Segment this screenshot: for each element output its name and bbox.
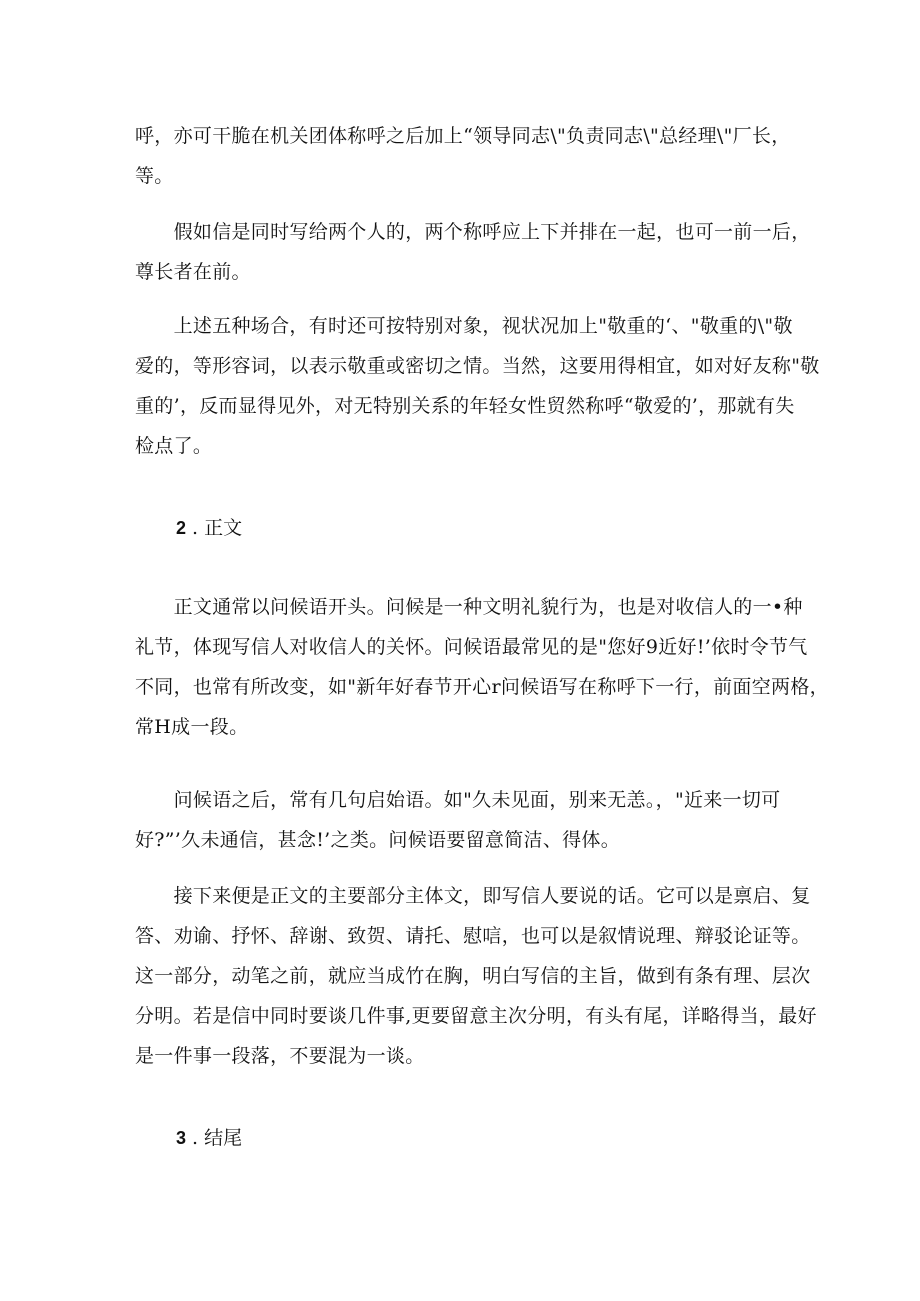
text-line: 重的’，反而显得见外，对无特别关系的年轻女性贸然称呼“敬爱的’，那就有失 — [135, 395, 795, 417]
text-line: 爱的，等形容词，以表示敬重或密切之情。当然，这要用得相宜，如对好友称"敬 — [135, 355, 820, 377]
text-line: 上述五种场合，有时还可按特别对象，视状况加上"敬重的‘、"敬重的\"敬 — [135, 315, 793, 337]
paragraph-main-body — [135, 876, 817, 1076]
paragraph-adjectives — [135, 306, 820, 466]
text-line: 检点了。 — [135, 435, 213, 457]
section-title: . 正文 — [186, 517, 243, 539]
section-heading-body — [176, 508, 242, 548]
text-line: 呼，亦可干脆在机关团体称呼之后加上“领导同志\"负责同志\"总经理\"厂长， — [135, 125, 791, 147]
text-line: 是一件事一段落，不要混为一谈。 — [135, 1045, 425, 1067]
text-line: 好?”’久未通信，甚念!’之类。问候语要留意简洁、得体。 — [135, 829, 621, 851]
text-line: 尊长者在前。 — [135, 261, 251, 283]
text-line: 分明。若是信中同时要谈几件事,更要留意主次分明，有头有尾，详略得当，最好 — [135, 1005, 817, 1027]
text-line: 问候语之后，常有几句启始语。如"久未见面，别来无恙。，"近来一切可 — [135, 789, 781, 811]
paragraph-opening-words — [135, 780, 795, 860]
text-line: 接下来便是正文的主要部分主体文，即写信人要说的话。它可以是禀启、复 — [135, 885, 811, 907]
section-title: . 结尾 — [186, 1127, 243, 1149]
text-line: 假如信是同时写给两个人的，两个称呼应上下并排在一起，也可一前一后， — [135, 221, 811, 243]
text-line: 这一部分，动笔之前，就应当成竹在胸，明白写信的主旨，做到有条有理、层次 — [135, 965, 811, 987]
text-line: 等。 — [135, 165, 174, 187]
paragraph-greeting — [135, 587, 829, 747]
section-number: 2 — [176, 518, 187, 538]
text-line: 不同，也常有所改变，如"新年好春节开心r问候语写在称呼下一行，前面空两格， — [135, 676, 829, 698]
paragraph-salutation-addendum — [135, 116, 795, 196]
paragraph-two-recipients — [135, 212, 811, 292]
section-number: 3 — [176, 1128, 187, 1148]
text-line: 常H成一段。 — [135, 716, 249, 738]
text-line: 礼节，体现写信人对收信人的关怀。问候语最常见的是"您好9近好!’依时令节气 — [135, 636, 808, 658]
section-heading-ending — [176, 1118, 242, 1158]
text-line: 答、劝谕、抒怀、辞谢、致贺、请托、慰唁，也可以是叙情说理、辩驳论证等。 — [135, 925, 811, 947]
text-line: 正文通常以问候语开头。问候是一种文明礼貌行为，也是对收信人的一•种 — [135, 596, 803, 618]
